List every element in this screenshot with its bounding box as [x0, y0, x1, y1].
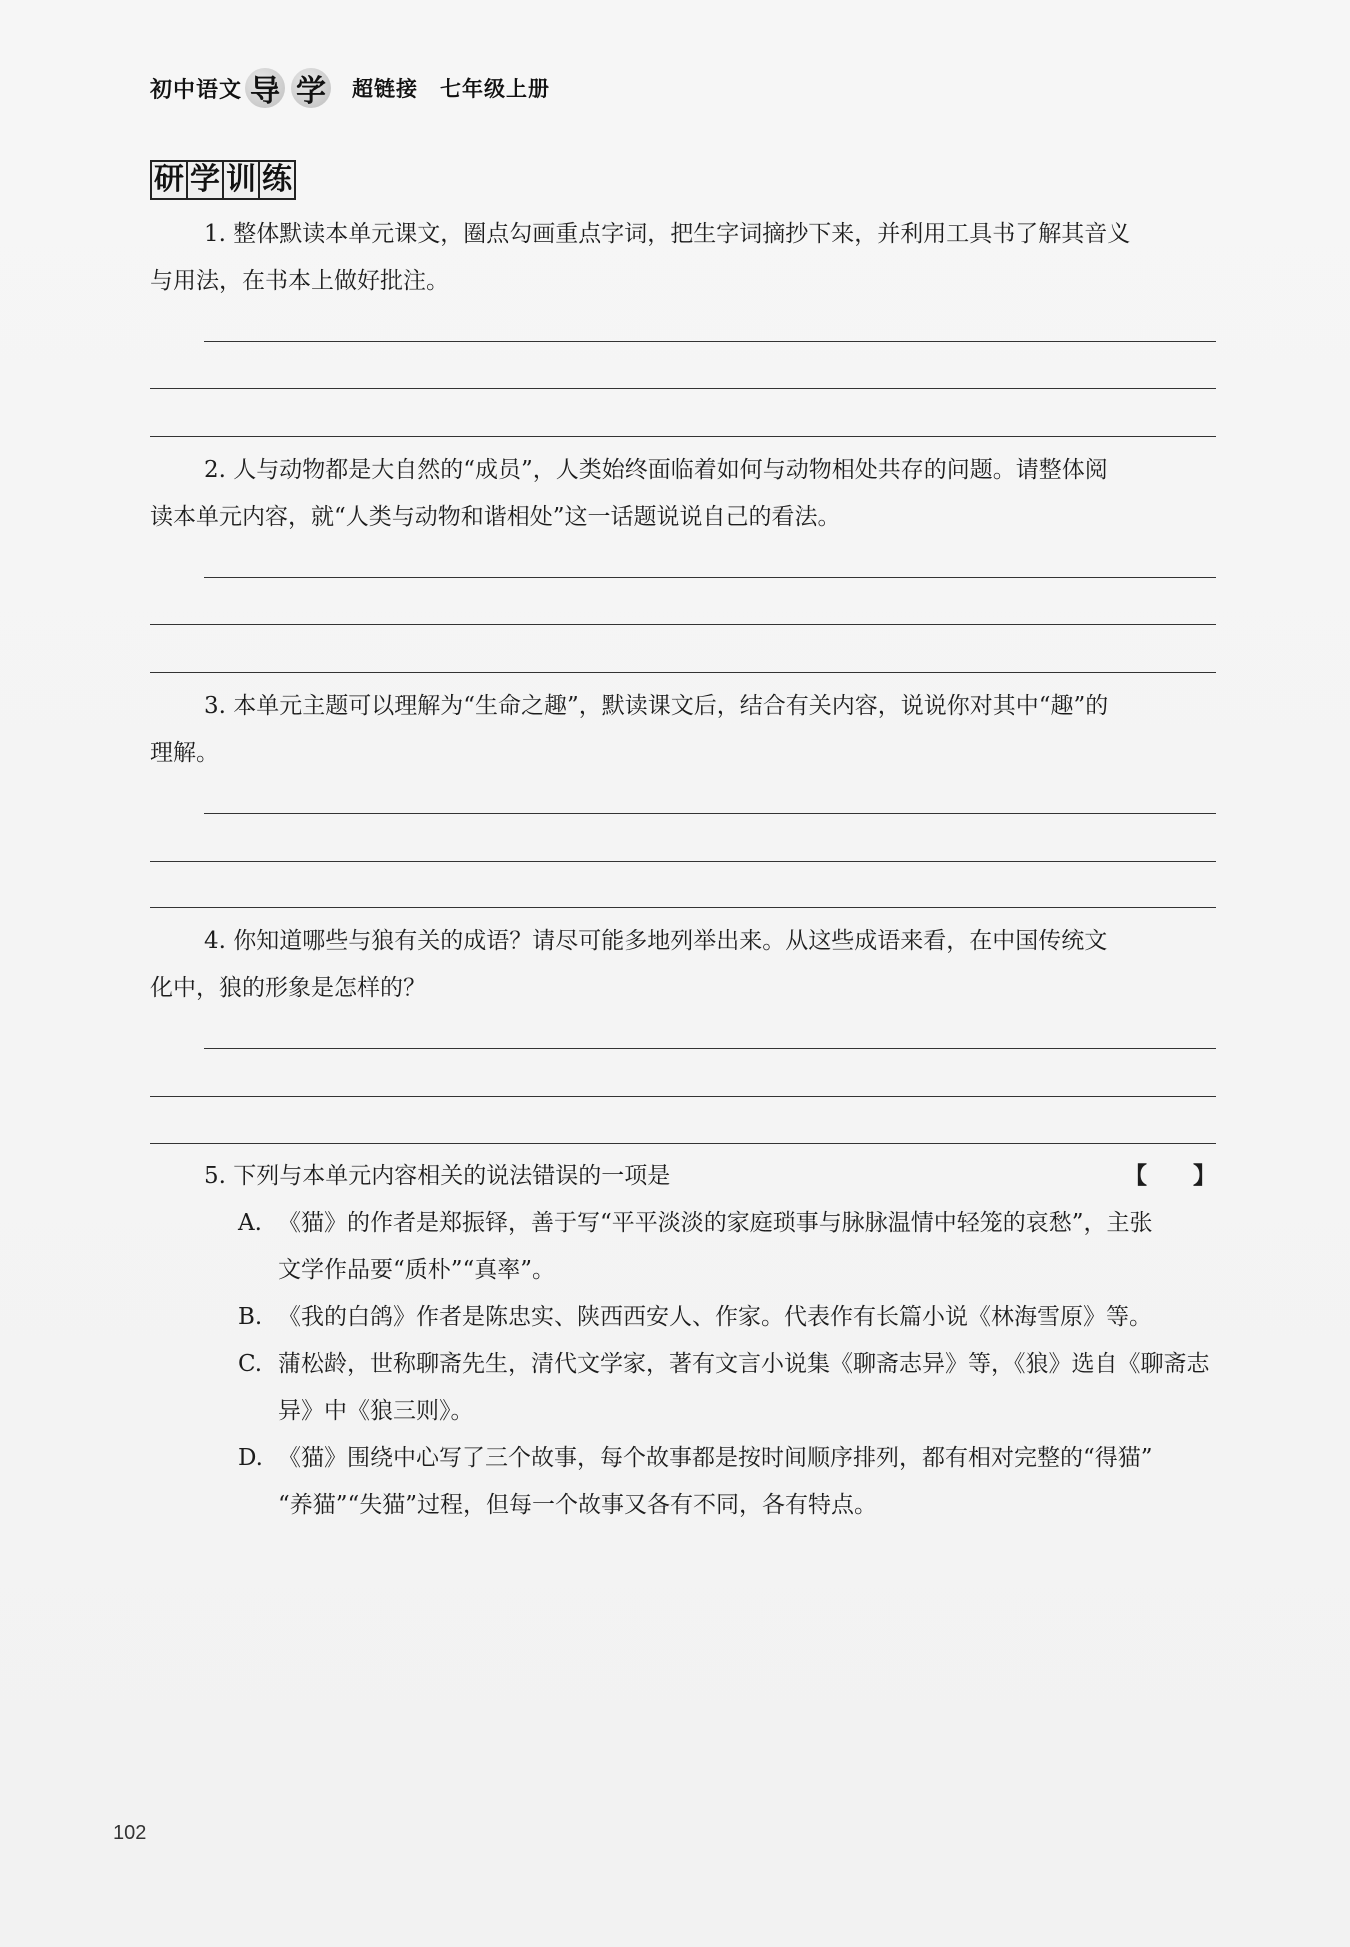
- option-b: [190, 1294, 1216, 1341]
- option-text: 蒲松龄，世称聊斋先生，清代文学家，著有文言小说集《聊斋志异》等，《狼》选自《聊斋志: [278, 1351, 1210, 1377]
- option-text: 异》中《狼三则》。: [278, 1398, 474, 1424]
- section-title-char: 研: [150, 160, 188, 200]
- question-text: 5. 下列与本单元内容相关的说法错误的一项是: [204, 1163, 671, 1189]
- question-text: 3. 本单元主题可以理解为“生命之趣”，默读课文后，结合有关内容，说说你对其中“趣”的: [204, 693, 1109, 719]
- option-text: 《我的白鸽》作者是陈忠实、陕西西安人、作家。代表作有长篇小说《林海雪原》等。: [278, 1304, 1152, 1330]
- option-d: [190, 1435, 1216, 1529]
- answer-line[interactable]: [150, 388, 1216, 389]
- question-text: 理解。: [150, 740, 219, 766]
- question-text: 2. 人与动物都是大自然的“成员”，人类始终面临着如何与动物相处共存的问题。请整体阅: [204, 457, 1108, 483]
- option-text: 《猫》的作者是郑振铎，善于写“平平淡淡的家庭琐事与脉脉温情中轻笼的哀愁”，主张: [278, 1210, 1153, 1236]
- header-circle-char: 导: [245, 68, 285, 108]
- question-text: 1. 整体默读本单元课文，圈点勾画重点字词，把生字词摘抄下来，并利用工具书了解其音义: [204, 221, 1131, 247]
- answer-line[interactable]: [150, 907, 1216, 908]
- question-3: [150, 683, 1216, 777]
- header-subtitle: 超链接: [352, 77, 419, 101]
- option-letter: D.: [238, 1445, 263, 1471]
- question-5: [150, 1153, 1216, 1529]
- answer-line[interactable]: [204, 813, 1216, 814]
- answer-line[interactable]: [150, 624, 1216, 625]
- question-text: 4. 你知道哪些与狼有关的成语？请尽可能多地列举出来。从这些成语来看，在中国传统文: [204, 928, 1108, 954]
- option-c: [190, 1341, 1216, 1435]
- answer-line[interactable]: [150, 1143, 1216, 1144]
- page-number: 102: [113, 1822, 147, 1844]
- answer-line[interactable]: [204, 1048, 1216, 1049]
- answer-line[interactable]: [204, 341, 1216, 342]
- option-text: 《猫》围绕中心写了三个故事，每个故事都是按时间顺序排列，都有相对完整的“得猫”: [278, 1445, 1153, 1471]
- header-circle-char: 学: [291, 68, 331, 108]
- option-letter: B.: [238, 1304, 263, 1330]
- section-title-char: 练: [258, 160, 296, 200]
- option-a: [190, 1200, 1216, 1294]
- option-text: “养猫”“失猫”过程，但每一个故事又各有不同，各有特点。: [278, 1492, 878, 1518]
- answer-line[interactable]: [150, 861, 1216, 862]
- question-text: 化中，狼的形象是怎样的？: [150, 975, 426, 1001]
- section-title-char: 学: [186, 160, 224, 200]
- section-title-char: 训: [222, 160, 260, 200]
- question-text: 与用法，在书本上做好批注。: [150, 268, 449, 294]
- running-header: [150, 66, 550, 110]
- section-title: [150, 160, 294, 200]
- question-2: [150, 447, 1216, 541]
- question-1: [150, 211, 1216, 305]
- answer-bracket[interactable]: 【 】: [1124, 1163, 1216, 1189]
- answer-line[interactable]: [150, 1096, 1216, 1097]
- header-title: 初中语文: [150, 77, 243, 103]
- answer-line[interactable]: [204, 577, 1216, 578]
- question-stem: [150, 1153, 1216, 1200]
- option-text: 文学作品要“质朴”“真率”。: [278, 1257, 556, 1283]
- answer-line[interactable]: [150, 672, 1216, 673]
- option-letter: C.: [238, 1351, 263, 1377]
- header-grade: 七年级上册: [440, 77, 551, 101]
- answer-line[interactable]: [150, 436, 1216, 437]
- option-letter: A.: [238, 1210, 262, 1236]
- question-4: [150, 918, 1216, 1012]
- question-text: 读本单元内容，就“人类与动物和谐相处”这一话题说说自己的看法。: [150, 504, 841, 530]
